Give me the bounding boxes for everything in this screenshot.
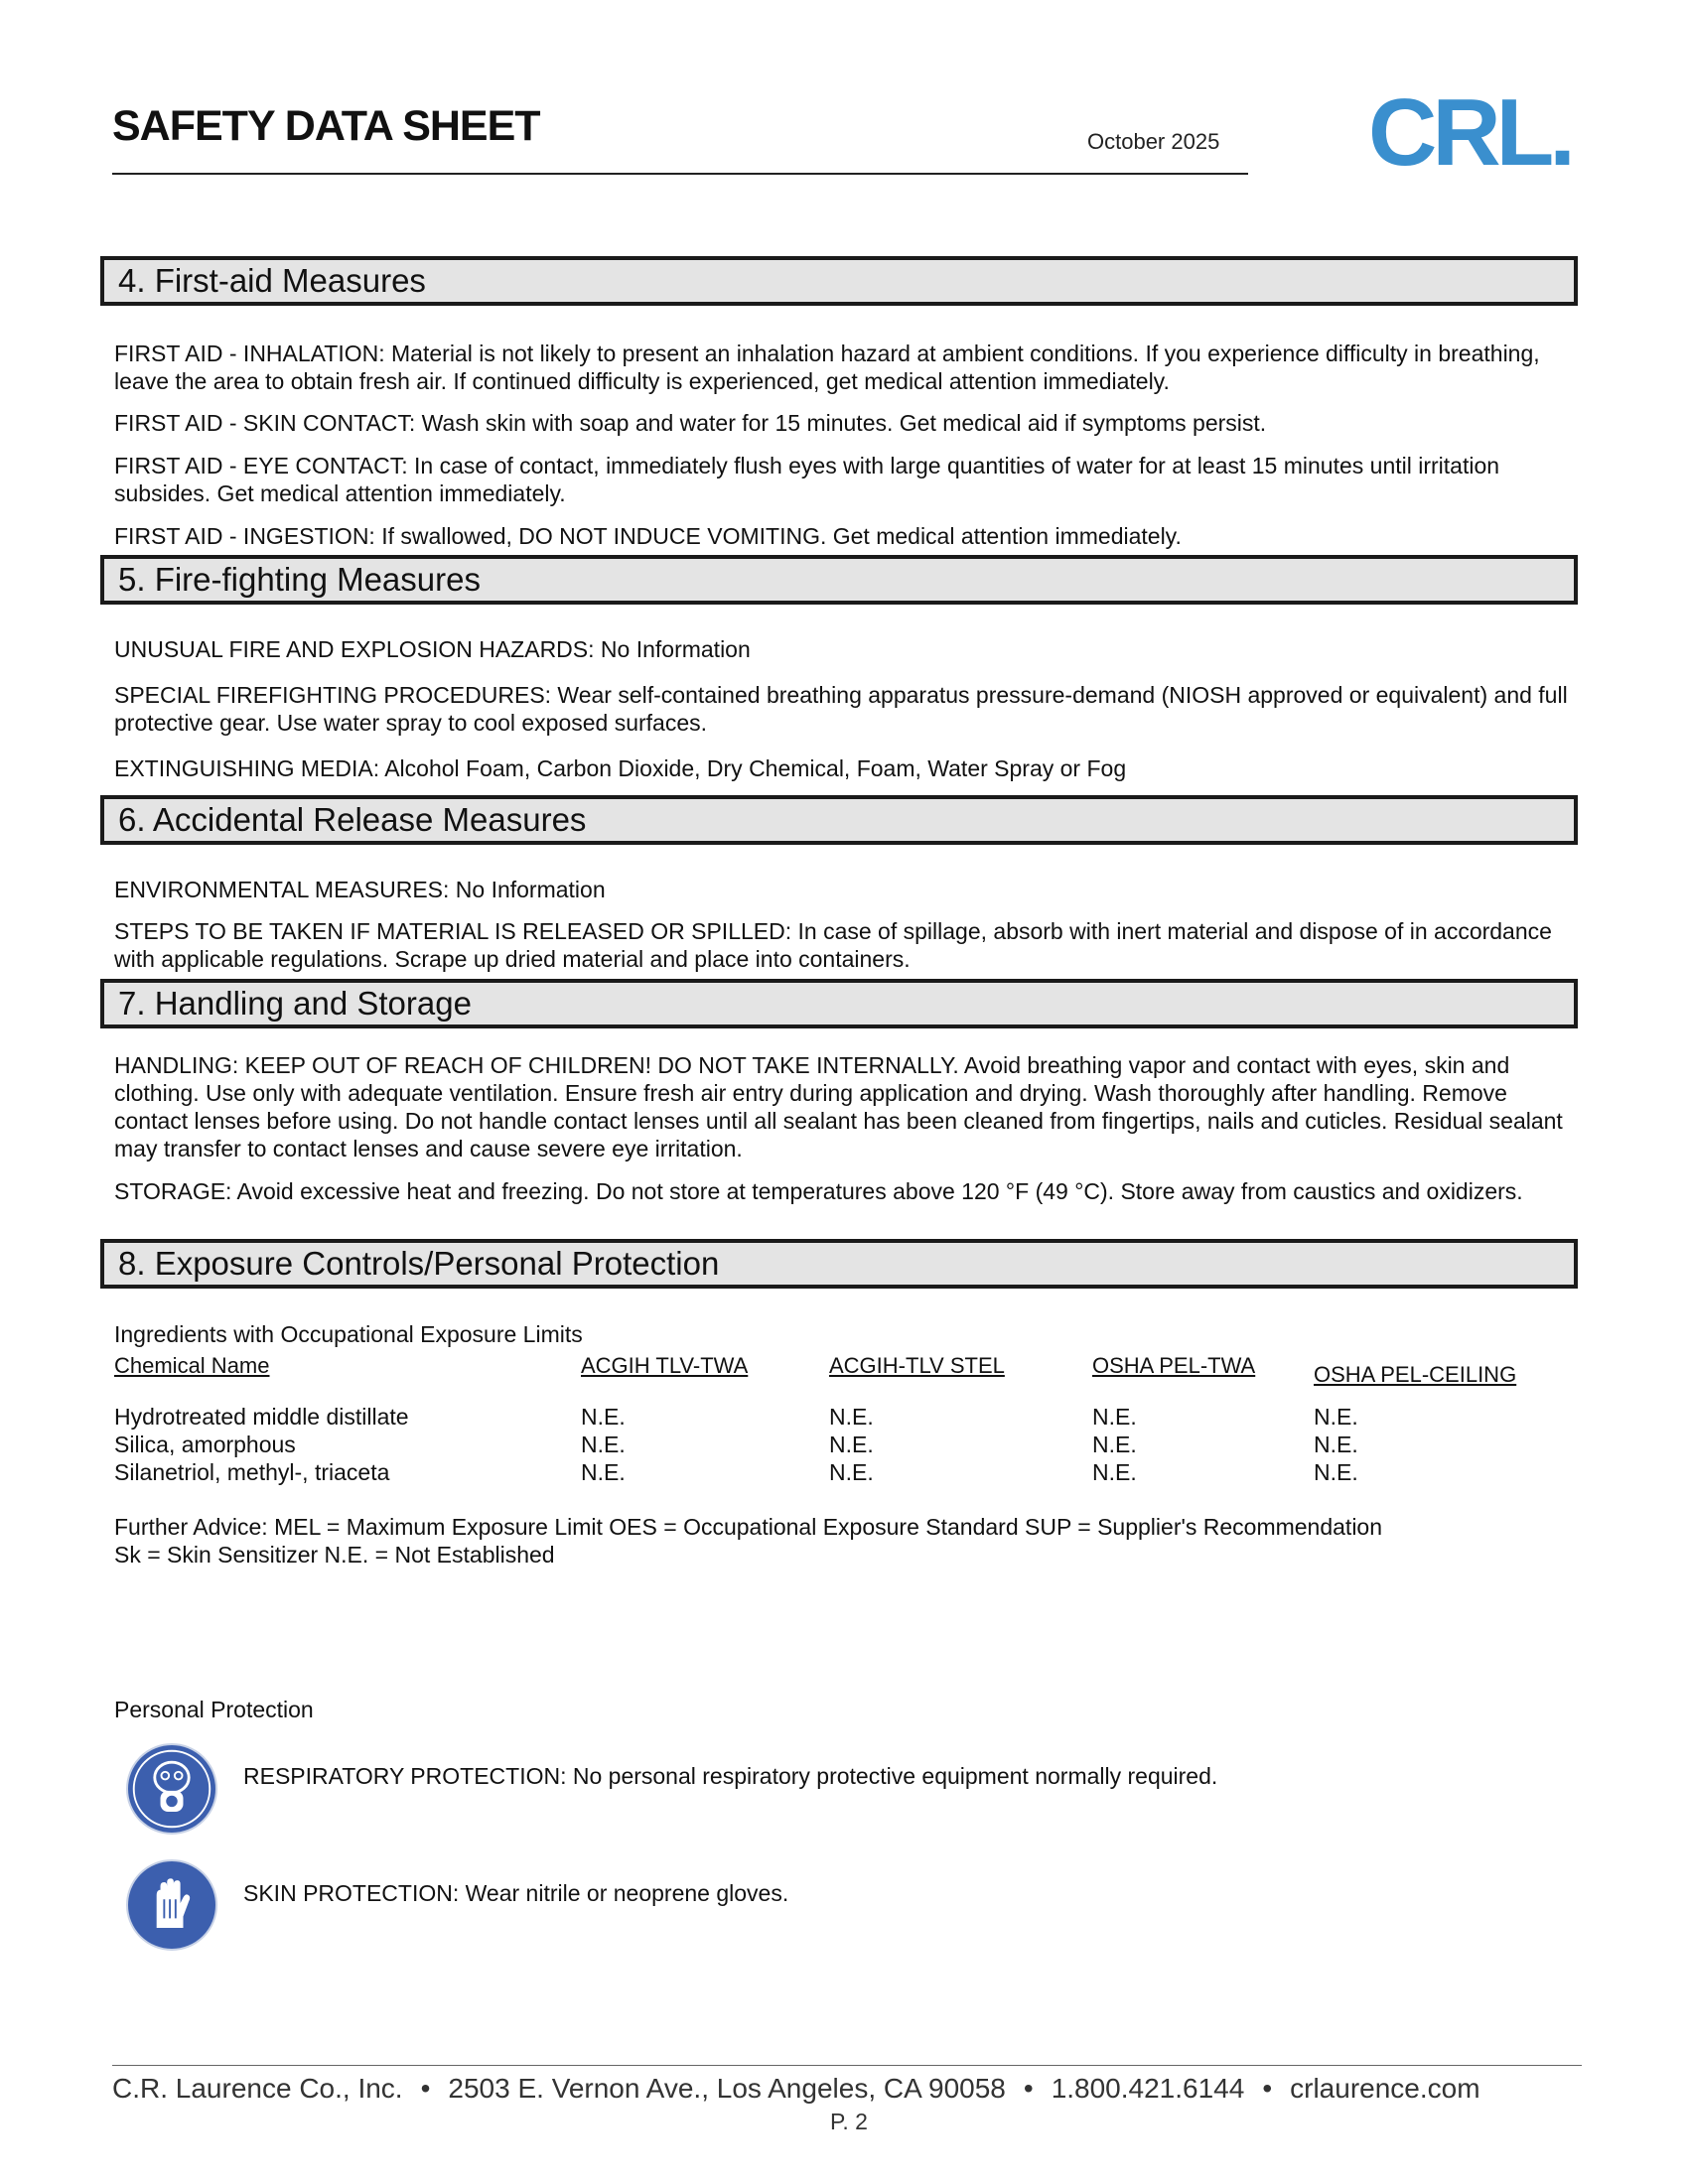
first-aid-eye: FIRST AID - EYE CONTACT: In case of contact, immediately flush eyes with large quantities of water for at least 15 minutes until irritation subsides. Get medical attention immediately. (114, 453, 1500, 506)
respirator-icon (126, 1743, 217, 1835)
col-osha-pel-twa: OSHA PEL-TWA (1092, 1353, 1256, 1378)
col-chemical-name: Chemical Name (114, 1353, 270, 1378)
gloves-icon (126, 1859, 217, 1951)
footer-bullet: • (1262, 2073, 1273, 2104)
special-firefighting-procedures: SPECIAL FIREFIGHTING PROCEDURES: Wear self-contained breathing apparatus pressure-demand (NIOSH approved or equivalent) and full protective gear. Use water spray to cool exposed surfaces. (114, 682, 1568, 736)
table-row-2-tlv-twa: N.E. (581, 1432, 626, 1457)
skin-protection-text: SKIN PROTECTION: Wear nitrile or neoprene gloves. (243, 1880, 789, 1906)
first-aid-inhalation: FIRST AID - INHALATION: Material is not likely to present an inhalation hazard at ambient conditions. If you experience difficulty in breathing, leave the area to obtain fresh air. If continued difficulty is experienced, get medical attention immediately. (114, 341, 1540, 394)
footer-bullet: • (420, 2073, 431, 2104)
section-7-heading: 7. Handling and Storage (100, 979, 1578, 1028)
table-row-1-tlv-stel: N.E. (829, 1404, 874, 1430)
table-row-1-pel-twa: N.E. (1092, 1404, 1137, 1430)
title-divider (112, 173, 1248, 175)
storage-text: STORAGE: Avoid excessive heat and freezing. Do not store at temperatures above 120 °F (49 °C). Store away from caustics and oxidizers. (114, 1178, 1523, 1204)
exposure-caption: Ingredients with Occupational Exposure Limits (114, 1321, 583, 1347)
handling-text: HANDLING: KEEP OUT OF REACH OF CHILDREN! DO NOT TAKE INTERNALLY. Avoid breathing vapor and contact with eyes, skin and clothing. Use only with adequate ventilation. Ensure fresh air entry during application and drying. Wash thoroughly after handling. Remove contact lenses before using. Do not handle contact lenses until all sealant has been cleaned from fingertips, nails and cuticles. Residual sealant may transfer to contact lenses and cause severe eye irritation. (114, 1052, 1563, 1161)
footer-phone: 1.800.421.6144 (1051, 2073, 1245, 2104)
col-acgih-tlv-stel: ACGIH-TLV STEL (829, 1353, 1005, 1378)
crl-logo: CRL. (1368, 79, 1571, 186)
table-row-2-pel-ceiling: N.E. (1314, 1432, 1358, 1457)
first-aid-ingestion: FIRST AID - INGESTION: If swallowed, DO NOT INDUCE VOMITING. Get medical attention immediately. (114, 523, 1182, 549)
footer-divider (112, 2065, 1582, 2066)
table-row-3-pel-ceiling: N.E. (1314, 1459, 1358, 1485)
environmental-measures: ENVIRONMENTAL MEASURES: No Information (114, 877, 606, 902)
section-5-heading: 5. Fire-fighting Measures (100, 555, 1578, 605)
footer-website[interactable]: crlaurence.com (1290, 2073, 1480, 2104)
section-6-heading: 6. Accidental Release Measures (100, 795, 1578, 845)
table-row-3-tlv-twa: N.E. (581, 1459, 626, 1485)
col-osha-pel-ceiling: OSHA PEL-CEILING (1314, 1362, 1517, 1387)
table-row-2-pel-twa: N.E. (1092, 1432, 1137, 1457)
document-date: October 2025 (1087, 129, 1220, 154)
unusual-fire-hazards: UNUSUAL FIRE AND EXPLOSION HAZARDS: No Information (114, 636, 751, 662)
respiratory-protection-text: RESPIRATORY PROTECTION: No personal respiratory protective equipment normally required. (243, 1763, 1218, 1789)
table-row-2-tlv-stel: N.E. (829, 1432, 874, 1457)
spill-steps: STEPS TO BE TAKEN IF MATERIAL IS RELEASED OR SPILLED: In case of spillage, absorb with inert material and dispose of in accordance with applicable regulations. Scrape up dried material and place into containers. (114, 918, 1552, 972)
table-row-3-tlv-stel: N.E. (829, 1459, 874, 1485)
footer-contact (112, 2073, 1480, 2105)
document-title: SAFETY DATA SHEET (112, 102, 540, 150)
col-acgih-tlv-twa: ACGIH TLV-TWA (581, 1353, 749, 1378)
footer-company: C.R. Laurence Co., Inc. (112, 2073, 403, 2104)
table-row-2-name: Silica, amorphous (114, 1432, 296, 1457)
table-row-3-name: Silanetriol, methyl-, triaceta (114, 1459, 390, 1485)
extinguishing-media: EXTINGUISHING MEDIA: Alcohol Foam, Carbon Dioxide, Dry Chemical, Foam, Water Spray or Fog (114, 755, 1127, 781)
table-row-1-tlv-twa: N.E. (581, 1404, 626, 1430)
page-number: P. 2 (830, 2109, 868, 2134)
table-row-1-pel-ceiling: N.E. (1314, 1404, 1358, 1430)
footer-address: 2503 E. Vernon Ave., Los Angeles, CA 90058 (448, 2073, 1006, 2104)
table-row-1-name: Hydrotreated middle distillate (114, 1404, 409, 1430)
personal-protection-heading: Personal Protection (114, 1697, 314, 1722)
section-4-heading: 4. First-aid Measures (100, 256, 1578, 306)
section-8-heading: 8. Exposure Controls/Personal Protection (100, 1239, 1578, 1289)
table-row-3-pel-twa: N.E. (1092, 1459, 1137, 1485)
further-advice-line-2: Sk = Skin Sensitizer N.E. = Not Established (114, 1542, 555, 1568)
first-aid-skin: FIRST AID - SKIN CONTACT: Wash skin with soap and water for 15 minutes. Get medical aid if symptoms persist. (114, 410, 1267, 436)
further-advice-line-1: Further Advice: MEL = Maximum Exposure Limit OES = Occupational Exposure Standard SUP = Supplier's Recommendation (114, 1514, 1383, 1540)
footer-bullet: • (1023, 2073, 1034, 2104)
